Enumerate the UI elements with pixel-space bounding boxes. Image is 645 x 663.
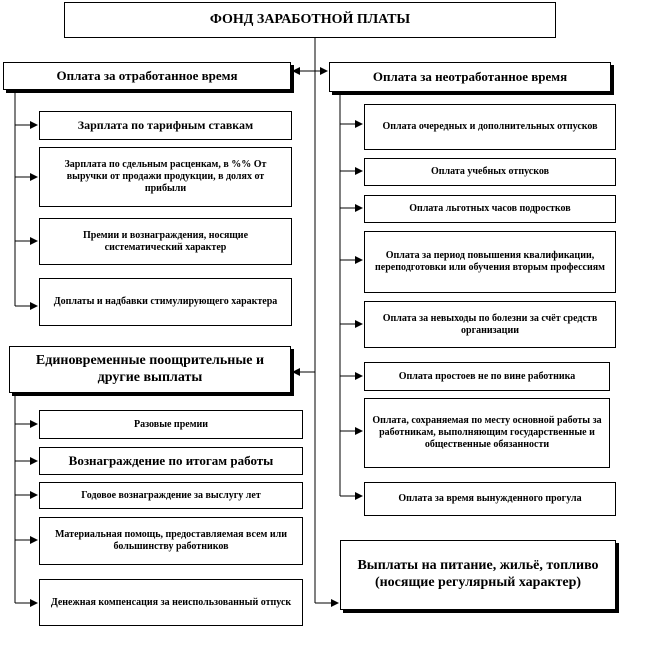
onetime-payments-header: Единовременные поощрительные и другие выплаты [9, 346, 291, 393]
onetime-item-bonus: Разовые премии [39, 410, 303, 439]
regular-benefits-header: Выплаты на питание, жильё, топливо (носящие регулярный характер) [340, 540, 616, 610]
unworked-item-downtime: Оплата простоев не по вине работника [364, 362, 610, 391]
worked-item-bonuses: Премии и вознаграждения, носящие систематический характер [39, 218, 292, 265]
unworked-item-public-duties: Оплата, сохраняемая по месту основной работы за работникам, выполняющим государственные и общественные обязанности [364, 398, 610, 468]
worked-item-allowances: Доплаты и надбавки стимулирующего характера [39, 278, 292, 326]
worked-item-tariff: Зарплата по тарифным ставкам [39, 111, 292, 140]
worked-time-header: Оплата за отработанное время [3, 62, 291, 90]
onetime-item-results: Вознаграждение по итогам работы [39, 447, 303, 475]
onetime-item-seniority: Годовое вознаграждение за выслугу лет [39, 482, 303, 509]
unworked-item-teen-hours: Оплата льготных часов подростков [364, 195, 616, 223]
unworked-item-training: Оплата за период повышения квалификации, переподготовки или обучения вторым профессиям [364, 231, 616, 293]
onetime-item-vacation-compensation: Денежная компенсация за неиспользованный отпуск [39, 579, 303, 626]
unworked-item-vacations: Оплата очередных и дополнительных отпусков [364, 104, 616, 150]
onetime-item-material-aid: Материальная помощь, предоставляемая всем или большинству работников [39, 517, 303, 565]
unworked-item-forced-absence: Оплата за время вынужденного прогула [364, 482, 616, 516]
unworked-item-sick-leave: Оплата за невыходы по болезни за счёт средств организации [364, 301, 616, 348]
diagram-title: ФОНД ЗАРАБОТНОЙ ПЛАТЫ [64, 2, 556, 38]
unworked-time-header: Оплата за неотработанное время [329, 62, 611, 92]
worked-item-piecework: Зарплата по сдельным расценкам, в %% От выручки от продажи продукции, в долях от прибыли [39, 147, 292, 207]
unworked-item-study-leave: Оплата учебных отпусков [364, 158, 616, 186]
